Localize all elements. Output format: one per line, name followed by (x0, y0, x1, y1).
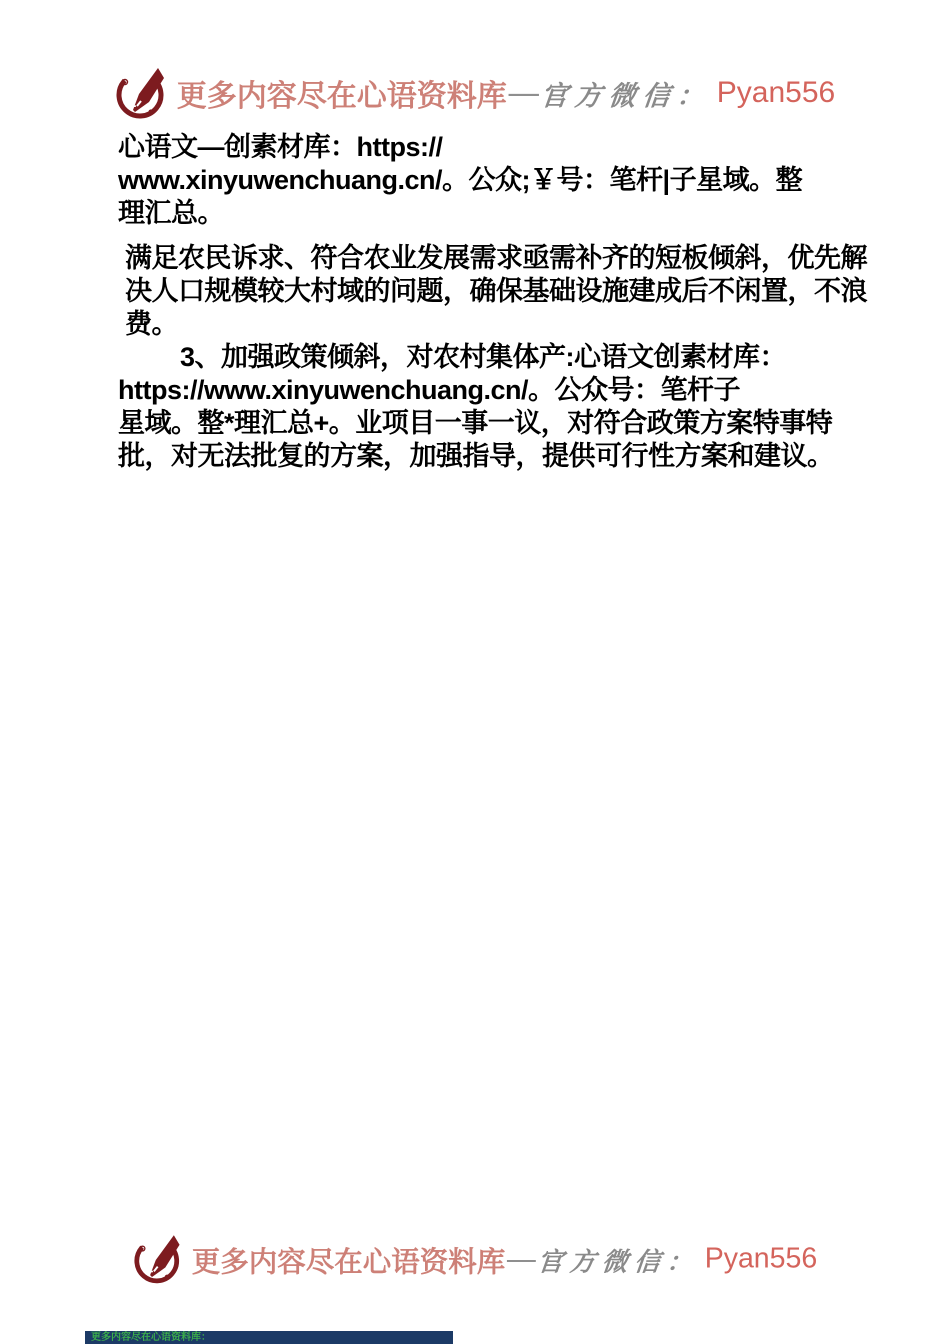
paragraph-1 (118, 131, 863, 230)
watermark-dash: — (508, 76, 539, 109)
paragraph-1-line: 理汇总。 (118, 198, 224, 228)
footer-watermark (24, 1231, 927, 1286)
paragraph-3-line: 批，对无法批复的方案，加强指导，提供可行性方案和建议。 (118, 441, 834, 471)
watermark-brand-text: 更多内容尽在心语资料库 (191, 1246, 506, 1278)
paragraph-2 (118, 242, 867, 341)
watermark-wechat-id: Pyan556 (704, 1242, 818, 1275)
paragraph-2-line: 满足农民诉求、符合农业发展需求亟需补齐的短板倾斜，优先解 (125, 243, 867, 273)
watermark-wechat-id: Pyan556 (716, 76, 836, 109)
paragraph-3-line: 星域。整*理汇总+。业项目一事一议，对符合政策方案特事特 (118, 408, 833, 438)
watermark-wechat-label: 官方微信： (535, 1247, 701, 1276)
watermark-wechat-label: 官方微信： (538, 80, 713, 111)
paragraph-3-line: https://www.xinyuwenchuang.cn/。公众号：笔杆子 (118, 375, 741, 405)
paragraph-2-line: 决人口规模较大村域的问题，确保基础设施建成后不闲置，不浪 (125, 276, 867, 306)
pen-logo-icon (115, 64, 167, 122)
paragraph-3-line: 3、加强政策倾斜，对农村集体产:心语文创素材库： (180, 342, 787, 372)
page-bottom-bar-fragment: 更多内容尽在心语资料库： (85, 1331, 453, 1344)
header-watermark (0, 64, 950, 122)
paragraph-1-line: www.xinyuwenchuang.cn/。公众;￥号：笔杆|子星域。整 (118, 165, 803, 195)
watermark-dash: — (507, 1242, 536, 1275)
watermark-brand-text: 更多内容尽在心语资料库 (176, 80, 507, 113)
paragraph-2-line: 费。 (125, 309, 178, 339)
pen-logo-icon (133, 1231, 182, 1286)
paragraph-3 (118, 341, 863, 473)
document-body (118, 131, 867, 473)
paragraph-1-line: 心语文—创素材库：https:// (118, 132, 443, 162)
